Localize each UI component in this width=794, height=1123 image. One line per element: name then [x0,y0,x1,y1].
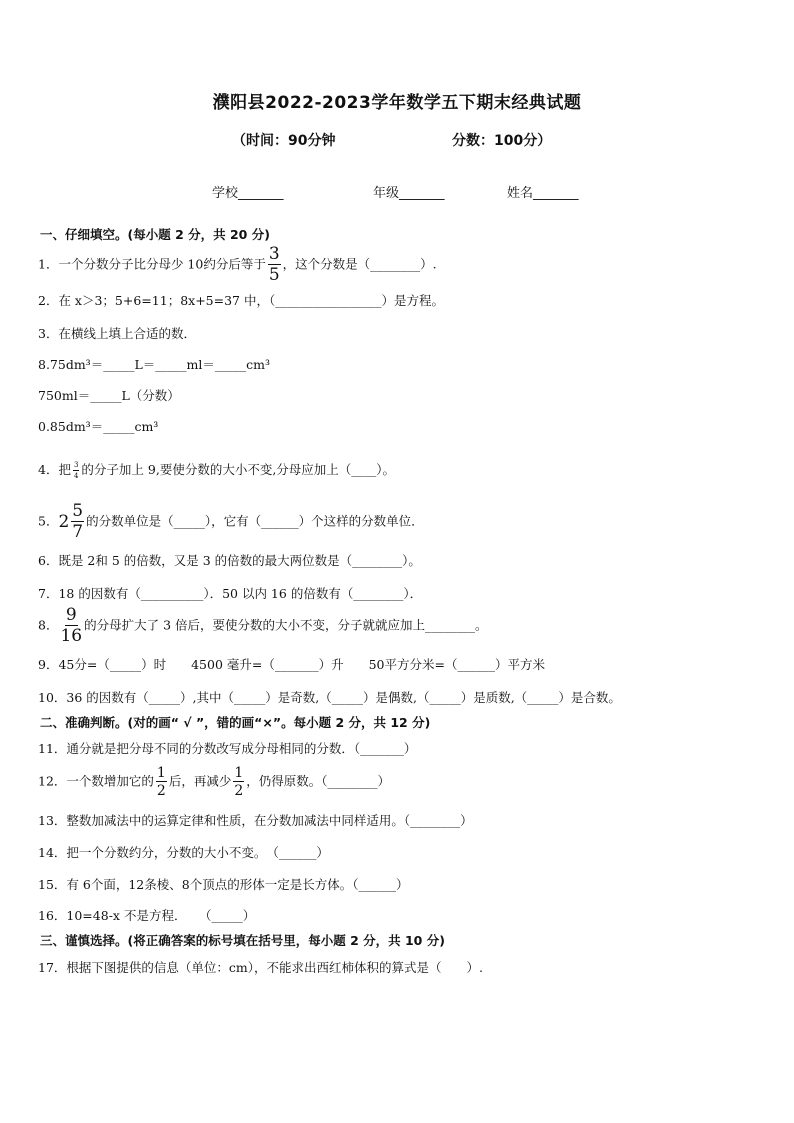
fraction-1-2 [156,766,167,798]
fraction-3-5 [268,246,281,284]
fraction-denominator: 2 [234,783,244,799]
question-1-text-b: ，这个分数是（________）. [282,256,437,272]
question-8 [38,607,488,645]
question-2: 2．在 x＞3；5+6=11；8x+5=37 中，（_________________）是方程。 [38,293,444,308]
name-field: 姓名_______ [507,186,579,201]
section-choice: 三、谨慎选择。(将正确答案的标号填在括号里，每小题 2 分，共 10 分) [40,933,445,948]
question-3c: 0.85dm³＝_____cm³ [38,419,159,434]
fraction-denominator: 4 [73,471,79,480]
mixed-number-whole: 2 [58,512,70,532]
exam-score: 分数：100分） [452,133,552,149]
fraction-numerator: 3 [73,460,79,469]
question-12 [38,766,390,798]
question-12-text-a: 12．一个数增加它的 [38,773,154,789]
question-3: 3．在横线上填上合适的数． [38,326,196,341]
question-8-text-b: 的分母扩大了 3 倍后，要使分数的大小不变，分子就就应加上________。 [84,617,488,633]
section-fill-in: 一、仔细填空。(每小题 2 分，共 20 分) [40,227,270,242]
question-4 [38,460,395,480]
question-4-text-b: 的分子加上 9,要使分数的大小不变,分母应加上（____）。 [81,462,396,477]
question-3a: 8.75dm³＝_____L＝_____ml＝_____cm³ [38,357,270,372]
question-12-text-c: ，仍得原数。（________） [246,773,391,789]
question-14: 14．把一个分数约分，分数的大小不变。 （______） [38,845,329,860]
section-judge: 二、准确判断。(对的画“ √ ”，错的画“×”。每小题 2 分，共 12 分) [40,715,431,730]
fraction-denominator: 7 [72,522,84,542]
fraction-numerator: 1 [234,765,244,781]
fraction-9-16 [60,607,82,645]
fraction-denominator: 2 [156,783,166,799]
question-5-text-a: 5． [38,513,59,529]
fraction-numerator: 9 [65,605,77,625]
fraction-numerator: 3 [268,244,280,264]
question-7: 7．18 的因数有（__________）．50 以内 16 的倍数有（________）． [38,586,423,601]
fraction-5-7 [71,503,84,541]
question-15: 15．有 6个面，12条棱、8个顶点的形体一定是长方体。（______） [38,877,409,892]
fraction-1-2 [233,766,244,798]
question-17: 17．根据下图提供的信息（单位：cm），不能求出西红柿体积的算式是（ ）. [38,960,483,975]
question-6: 6．既是 2和 5 的倍数，又是 3 的倍数的最大两位数是（________）。 [38,553,421,568]
fraction-3-4 [73,462,79,480]
question-3b: 750ml＝_____L（分数） [38,388,180,403]
question-4-text-a: 4．把 [38,462,71,477]
question-5-text-b: 的分数单位是（_____），它有（______）个这样的分数单位． [86,513,424,529]
question-12-text-b: 后，再减少 [168,773,232,789]
exam-title: 濮阳县2022-2023学年数学五下期末经典试题 [212,93,582,113]
question-1 [38,246,437,284]
question-10: 10．36 的因数有（_____）,其中（_____）是奇数,（_____）是偶数,（_____）是质数,（_____）是合数。 [38,690,621,705]
fraction-denominator: 16 [60,626,83,646]
question-16: 16．10=48-x 不是方程． （_____） [38,908,256,923]
question-9: 9．45分=（_____）时 4500 毫升=（_______）升 50平方分米=（______）平方米 [38,657,545,672]
question-13: 13．整数加减法中的运算定律和性质，在分数加减法中同样适用。（________） [38,813,473,828]
fraction-numerator: 1 [156,765,166,781]
grade-field: 年级_______ [373,186,445,201]
question-8-text-a: 8． [38,617,59,633]
question-5 [38,503,424,541]
exam-time: （时间：90分钟 [232,133,336,149]
question-1-text-a: 1．一个分数分子比分母少 10约分后等于 [38,256,266,272]
school-field: 学校_______ [212,186,284,201]
fraction-numerator: 5 [72,501,84,521]
question-11: 11．通分就是把分母不同的分数改写成分母相同的分数．（_______） [38,741,417,756]
fraction-denominator: 5 [268,265,280,285]
